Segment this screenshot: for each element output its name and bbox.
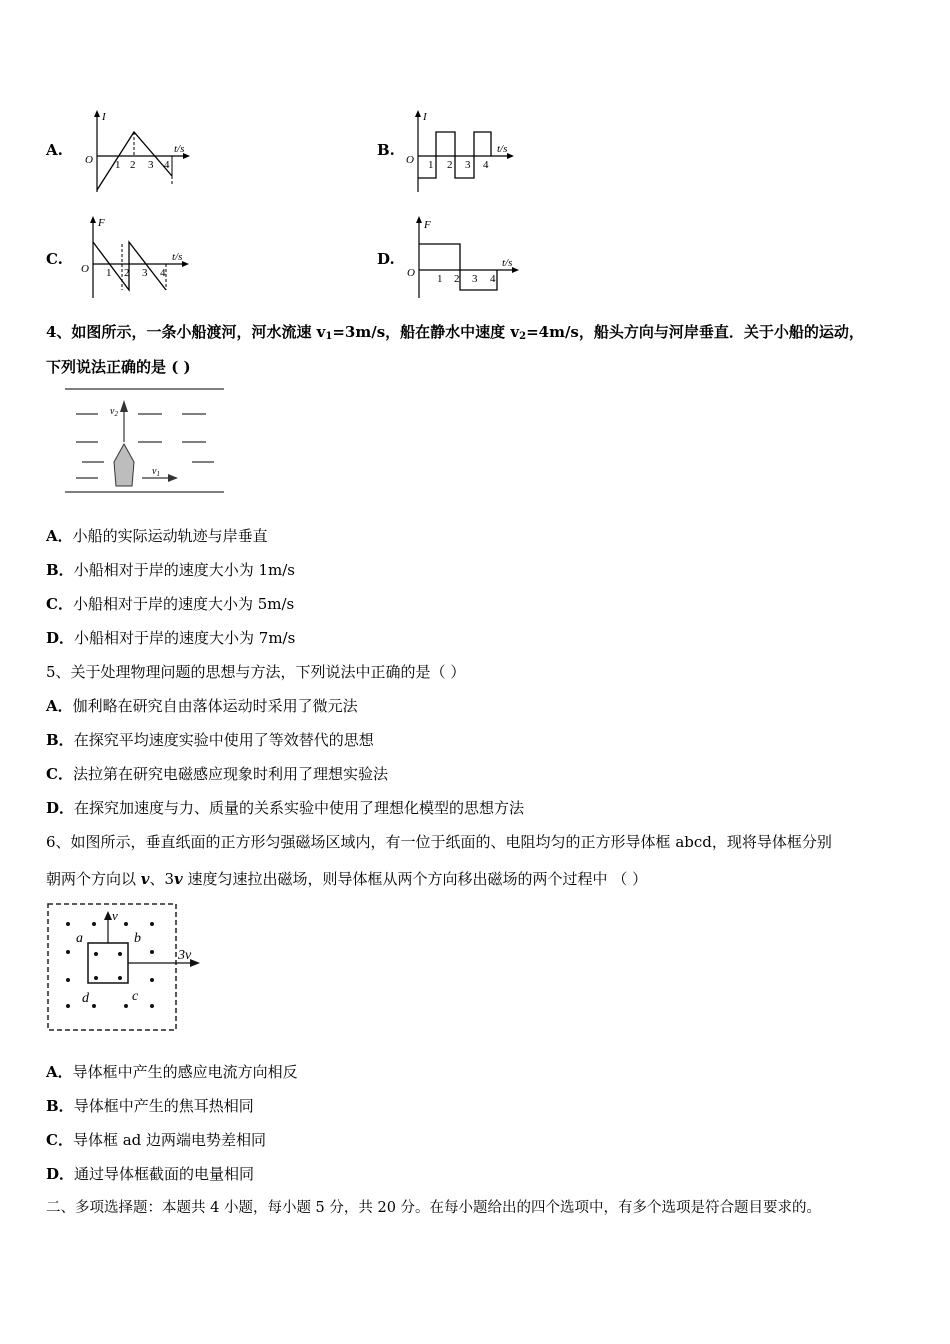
x-label: t/s (502, 257, 513, 269)
three-v-label: 3v (178, 948, 192, 963)
x-axis-arrow (507, 153, 514, 159)
tick-label: 4 (483, 159, 489, 171)
corner-b-label: b (134, 931, 141, 946)
waveform (93, 242, 166, 290)
tick-label: 1 (437, 273, 443, 285)
q6-option-c[interactable]: C．导体框 ad 边两端电势差相同 (46, 1131, 267, 1149)
origin-label: O (81, 263, 89, 275)
conductor-frame (88, 943, 128, 983)
corner-c-label: c (132, 989, 139, 1004)
x-label: t/s (497, 143, 508, 155)
tick-label: 3 (148, 159, 154, 171)
q5-option-b[interactable]: B．在探究平均速度实验中使用了等效替代的思想 (46, 731, 374, 749)
q3-option-b-letter[interactable]: B. (377, 141, 395, 159)
q5-option-c[interactable]: C．法拉第在研究电磁感应现象时利用了理想实验法 (46, 765, 388, 783)
q4-stem-line2: 下列说法正确的是 ( ) (46, 358, 191, 376)
v-arrowhead (104, 911, 112, 920)
y-label: F (98, 217, 105, 229)
q3-option-a-letter[interactable]: A. (46, 141, 63, 159)
tick-label: 2 (124, 267, 130, 279)
y-label: F (424, 219, 431, 231)
q4-option-b[interactable]: B．小船相对于岸的速度大小为 1m/s (46, 561, 295, 579)
tick-label: 4 (164, 159, 170, 171)
q5-stem: 5、关于处理物理问题的思想与方法，下列说法中正确的是（ ） (46, 663, 466, 681)
corner-d-label: d (82, 991, 89, 1006)
corner-a-label: a (76, 931, 83, 946)
boat-shape (114, 444, 134, 486)
v2-arrowhead (120, 400, 128, 412)
q3-option-a-graph (82, 108, 207, 196)
q3-option-d-graph (404, 214, 529, 302)
v-label: v (112, 908, 118, 923)
water-lines (76, 414, 214, 478)
origin-label: O (406, 154, 414, 166)
y-axis-arrow (415, 110, 421, 117)
v1-label: $v_1$ (152, 466, 160, 478)
v2-label: $v_2$ (110, 406, 118, 418)
tick-label: 2 (447, 159, 453, 171)
tick-label: 4 (490, 273, 496, 285)
tick-label: 3 (472, 273, 478, 285)
q3-option-c-letter[interactable]: C. (46, 250, 63, 268)
section2-heading: 二、多项选择题：本题共 4 小题，每小题 5 分，共 20 分。在每小题给出的四个选项中，有多个选项是符合题目要求的。 (46, 1200, 822, 1216)
q4-river-figure (62, 386, 227, 496)
tick-label: 1 (115, 159, 121, 171)
tick-label: 3 (465, 159, 471, 171)
x-label: t/s (172, 251, 183, 263)
q4-option-a[interactable]: A．小船的实际运动轨迹与岸垂直 (46, 527, 268, 545)
y-label: I (423, 111, 427, 123)
x-label: t/s (174, 143, 185, 155)
tick-label: 2 (130, 159, 136, 171)
x-axis-arrow (512, 267, 519, 273)
q6-stem-line2: 朝两个方向以 v、3v 速度匀速拉出磁场，则导体框从两个方向移出磁场的两个过程中 （ ） (46, 870, 648, 888)
q4-option-c[interactable]: C．小船相对于岸的速度大小为 5m/s (46, 595, 295, 613)
waveform (418, 132, 491, 178)
q6-option-d[interactable]: D．通过导体框截面的电量相同 (46, 1165, 255, 1183)
q5-option-a[interactable]: A．伽利略在研究自由落体运动时采用了微元法 (46, 697, 358, 715)
q6-magnetic-field-figure (46, 902, 206, 1034)
y-axis-arrow (416, 216, 422, 223)
tick-label: 4 (160, 267, 166, 279)
tick-label: 1 (428, 159, 434, 171)
q6-option-b[interactable]: B．导体框中产生的焦耳热相同 (46, 1097, 254, 1115)
tick-label: 3 (142, 267, 148, 279)
origin-label: O (85, 154, 93, 166)
origin-label: O (407, 267, 415, 279)
three-v-arrowhead (190, 959, 200, 967)
y-axis-arrow (94, 110, 100, 117)
q3-option-c-graph (78, 214, 203, 302)
q3-option-d-letter[interactable]: D. (377, 250, 395, 268)
y-axis-arrow (90, 216, 96, 223)
q3-option-b-graph (403, 108, 528, 196)
q4-option-d[interactable]: D．小船相对于岸的速度大小为 7m/s (46, 629, 296, 647)
q5-option-d[interactable]: D．在探究加速度与力、质量的关系实验中使用了理想化模型的思想方法 (46, 799, 525, 817)
q4-stem: 4、如图所示，一条小船渡河，河水流速 $v_1=3m/s$，船在静水中速度 $v_2=4m/s$，船头方向与河岸垂直．关于小船的运动， (46, 323, 864, 342)
v1-arrowhead (168, 474, 178, 482)
y-label: I (102, 111, 106, 123)
tick-label: 2 (454, 273, 460, 285)
x-axis-arrow (182, 261, 189, 267)
tick-label: 1 (106, 267, 112, 279)
q6-stem: 6、如图所示，垂直纸面的正方形匀强磁场区域内，有一位于纸面的、电阻均匀的正方形导体框 abcd，现将导体框分别 (46, 833, 832, 851)
q6-option-a[interactable]: A．导体框中产生的感应电流方向相反 (46, 1063, 298, 1081)
